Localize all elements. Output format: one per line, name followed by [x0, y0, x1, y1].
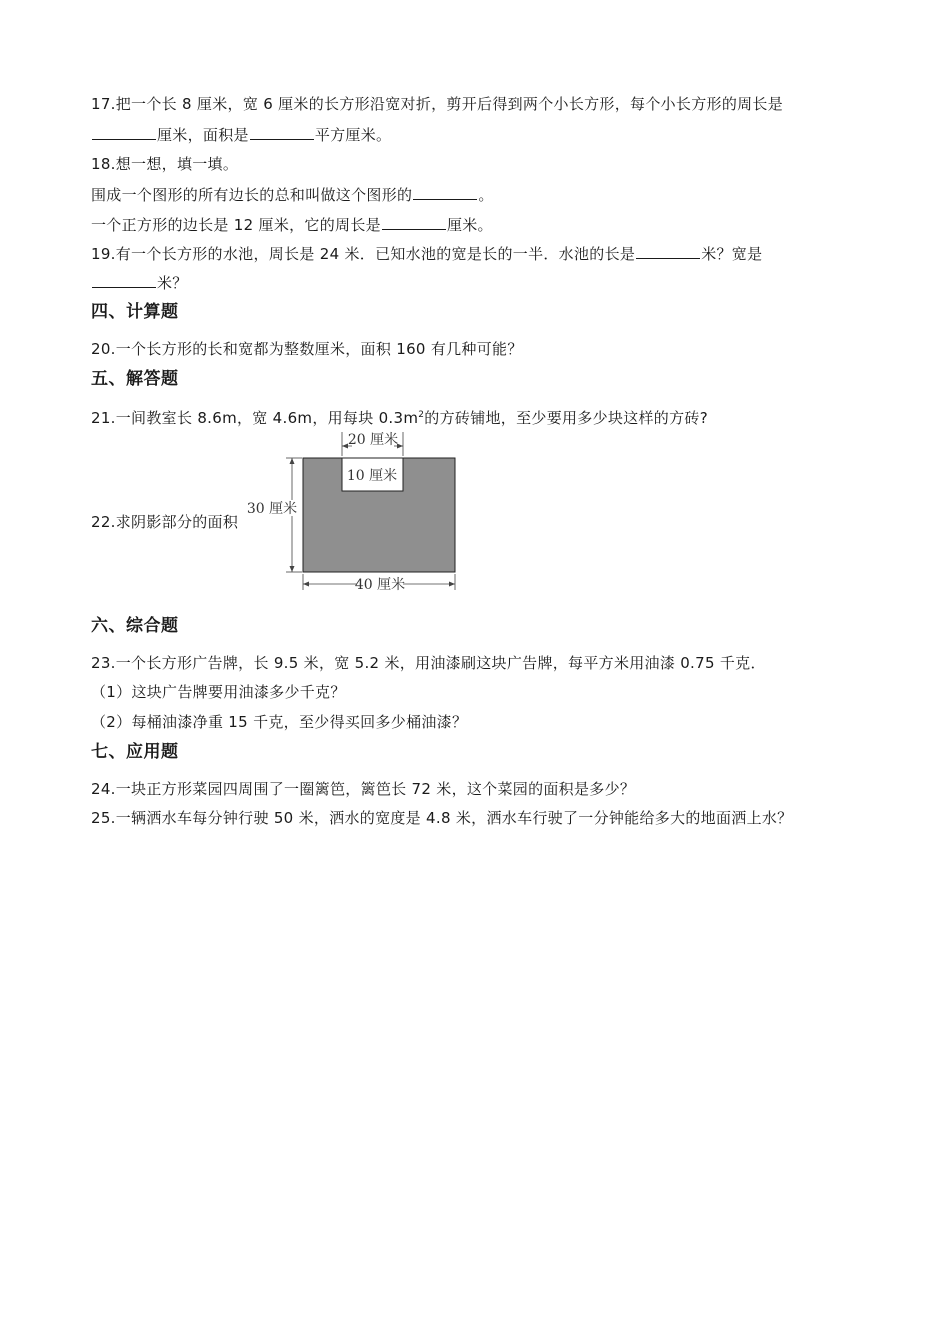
section-title-calculation: 四、计算题: [91, 302, 179, 322]
q19-text-end: 米？: [157, 274, 188, 292]
q19-text: 19.有一个长方形的水池，周长是 24 米．已知水池的宽是长的一半．水池的长是: [91, 245, 636, 263]
q22-text: 22.求阴影部分的面积: [91, 513, 239, 531]
q23-sub1: （1）这块广告牌要用油漆多少千克？: [91, 683, 346, 701]
q17-text-area: 厘米，面积是: [157, 126, 249, 144]
section-title-comprehensive: 六、综合题: [91, 616, 179, 636]
q18-blank-square-perimeter[interactable]: [382, 214, 446, 230]
label-height: 30 厘米: [246, 501, 298, 517]
q18-line2-text: 一个正方形的边长是 12 厘米，它的周长是: [91, 216, 381, 234]
q19-line2: [91, 272, 188, 293]
q19-text-width: 米？宽是: [701, 245, 763, 263]
q24-text: 24.一块正方形菜园四周围了一圈篱笆，篱笆长 72 米，这个菜园的面积是多少？: [91, 780, 636, 798]
label-width: 40 厘米: [354, 577, 406, 593]
q23-sub2: （2）每桶油漆净重 15 千克，至少得买回多少桶油漆？: [91, 713, 468, 731]
q17-line2: [91, 124, 391, 145]
q22-figure: [244, 430, 464, 599]
q17-text-unit: 平方厘米。: [314, 126, 392, 144]
label-top-width: 20 厘米: [347, 432, 399, 448]
q21-superscript: 2: [418, 410, 425, 420]
q23-text: 23.一个长方形广告牌，长 9.5 米，宽 5.2 米，用油漆刷这块广告牌，每平方米用油漆 0.75 千克．: [91, 654, 766, 672]
q19-blank-width[interactable]: [92, 272, 156, 288]
q17-blank-perimeter[interactable]: [92, 124, 156, 140]
q21-line: [91, 408, 708, 428]
q17-text: 17.把一个长 8 厘米，宽 6 厘米的长方形沿宽对折，剪开后得到两个小长方形，每个小长方形的周长是: [91, 95, 784, 113]
q21-text-end: 的方砖铺地，至少要用多少块这样的方砖?: [424, 409, 708, 427]
q17-line1: [91, 94, 783, 114]
q18-line2-end: 厘米。: [446, 216, 493, 234]
section-title-answer: 五、解答题: [91, 369, 179, 389]
label-inner-height: 10 厘米: [346, 468, 398, 484]
q18-line1-text: 围成一个图形的所有边长的总和叫做这个图形的: [91, 186, 413, 204]
q18-line2: [91, 214, 493, 235]
q19-blank-length[interactable]: [636, 243, 700, 259]
q25-text: 25.一辆洒水车每分钟行驶 50 米，洒水的宽度是 4.8 米，洒水车行驶了一分钟能给多大的地面洒上水？: [91, 809, 793, 827]
q17-blank-area[interactable]: [250, 124, 314, 140]
q18-title: 18.想一想，填一填。: [91, 155, 239, 173]
q18-line1-end: 。: [478, 186, 494, 204]
q18-blank-perimeter-term[interactable]: [413, 184, 477, 200]
q21-text: 21.一间教室长 8.6m，宽 4.6m，用每块 0.3m: [91, 409, 419, 427]
q19-line1: [91, 243, 762, 264]
q20-text: 20.一个长方形的长和宽都为整数厘米，面积 160 有几种可能？: [91, 340, 523, 358]
q18-line1: [91, 184, 494, 205]
section-title-application: 七、应用题: [91, 742, 179, 762]
shaded-rectangle-diagram: [244, 430, 464, 595]
